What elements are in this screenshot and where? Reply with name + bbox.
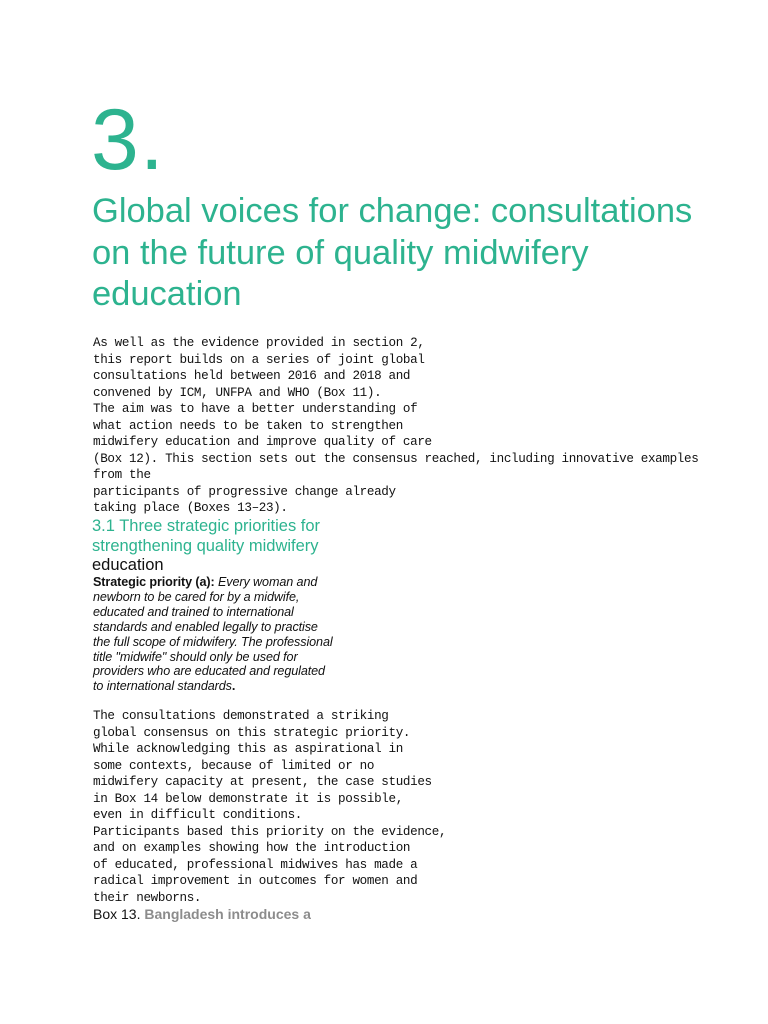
consult-line: Participants based this priority on the evidence, [93,824,447,839]
consult-line: and on examples showing how the introduction [93,841,411,855]
intro-line: consultations held between 2016 and 2018 and [93,369,411,383]
box-caption [93,905,311,923]
consult-line: While acknowledging this as aspirational in [93,742,403,756]
priority-end-mark: . [231,679,236,694]
consult-line: radical improvement in outcomes for women and [93,874,418,888]
priority-label: Strategic priority (a): [93,575,215,589]
consult-line: global consensus on this strategic priority. [93,725,411,740]
intro-line: (Box 12). This section sets out the consensus reached, including innovative examples [93,451,699,466]
intro-line: The aim was to have a better understanding of [93,402,418,416]
intro-line: As well as the evidence provided in section 2, [93,336,425,350]
priority-line: educated and trained to international [93,604,294,619]
priority-line: the full scope of midwifery. The professional [93,634,333,649]
consult-line: some contexts, because of limited or no [93,758,375,773]
consult-line: in Box 14 below demonstrate it is possible, [93,791,403,806]
section-heading-line: education [92,556,164,574]
consult-line: The consultations demonstrated a striking [93,709,389,723]
strategic-priority-block [93,575,333,694]
intro-paragraph [93,335,698,517]
intro-line: what action needs to be taken to strengthen [93,418,403,433]
intro-line: from the [93,468,151,482]
consult-line: their newborns. [93,890,202,905]
section-heading [92,517,320,576]
intro-line: midwifery education and improve quality of care [93,435,432,449]
consult-line: of educated, professional midwives has made a [93,857,418,872]
priority-line: to international standards [93,679,232,694]
priority-line: title "midwife" should only be used for [93,649,298,664]
consult-line: even in difficult conditions. [93,808,303,822]
chapter-title: Global voices for change: consultations on the future of quality midwifery education [92,192,693,313]
section-heading-line: 3.1 Three strategic priorities for [92,517,321,535]
box-title: Bangladesh introduces a [144,906,311,922]
priority-line: Every woman and [217,575,318,589]
section-heading-line: strengthening quality midwifery [92,536,319,555]
box-label: Box 13. [93,906,141,922]
intro-line: this report builds on a series of joint global [93,352,425,367]
priority-line: providers who are educated and regulated [93,664,325,679]
chapter-number: 3. [91,92,165,188]
priority-line: standards and enabled legally to practise [93,619,318,634]
consultation-paragraph [93,708,446,906]
priority-line: newborn to be cared for by a midwife, [93,589,300,604]
intro-line: taking place (Boxes 13–23). [93,501,288,515]
intro-line: participants of progressive change already [93,484,396,499]
consult-line: midwifery capacity at present, the case studies [93,775,432,789]
intro-line: convened by ICM, UNFPA and WHO (Box 11). [93,385,382,400]
